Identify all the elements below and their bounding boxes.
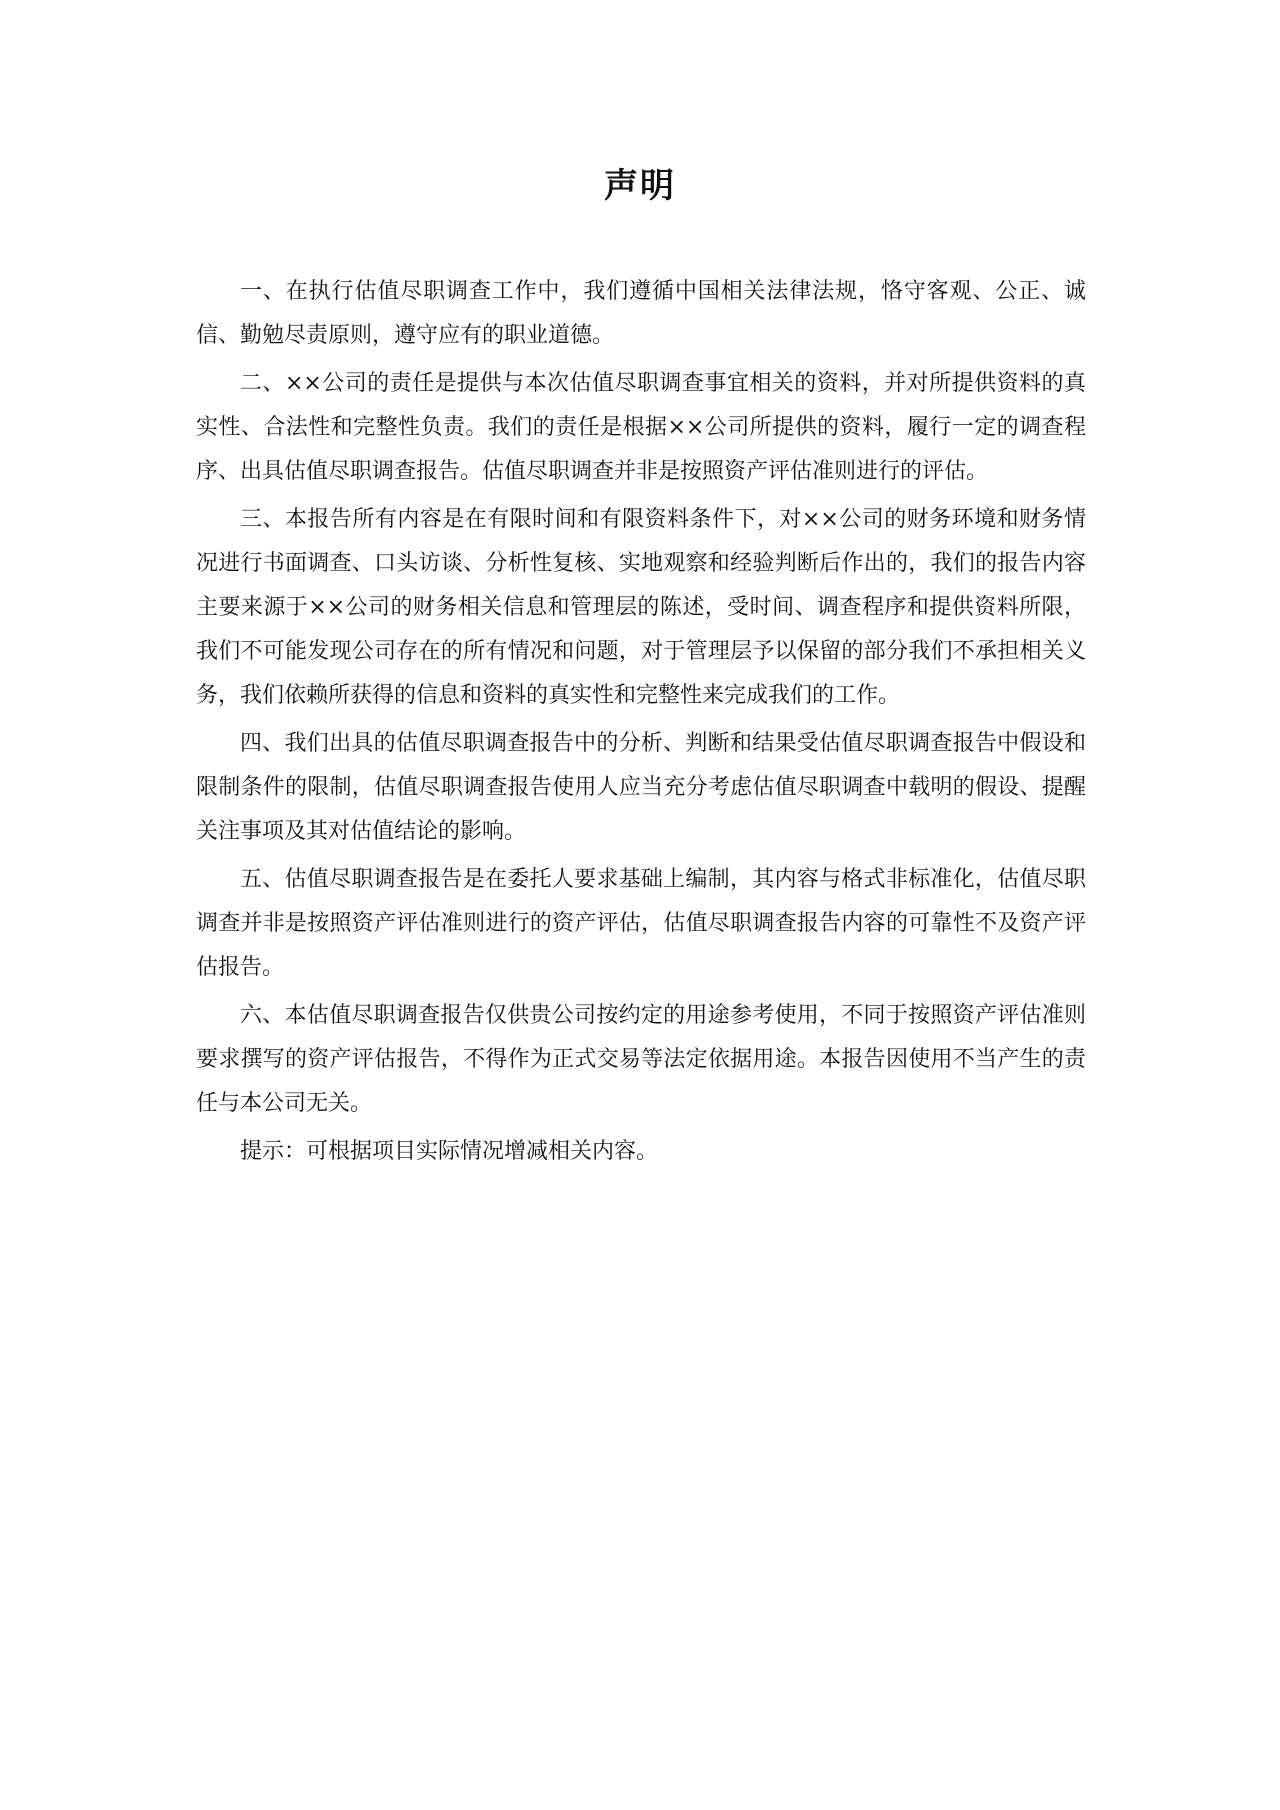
statement-body <box>196 270 1086 1174</box>
hint-note: 提示：可根据项目实际情况增减相关内容。 <box>240 1139 659 1164</box>
page-title: 声明 <box>604 166 676 206</box>
statement-paragraph-1: 一、在执行估值尽职调查工作中，我们遵循中国相关法律法规，恪守客观、公正、诚信、勤勉尽责原则，遵守应有的职业道德。 <box>196 279 1086 348</box>
statement-paragraph-2: 二、××公司的责任是提供与本次估值尽职调查事宜相关的资料，并对所提供资料的真实性、合法性和完整性负责。我们的责任是根据××公司所提供的资料，履行一定的调查程序、出具估值尽职调查报告。估值尽职调查并非是按照资产评估准则进行的评估。 <box>196 371 1086 484</box>
statement-paragraph-4: 四、我们出具的估值尽职调查报告中的分析、判断和结果受估值尽职调查报告中假设和限制条件的限制，估值尽职调查报告使用人应当充分考虑估值尽职调查中载明的假设、提醒关注事项及其对估值结论的影响。 <box>196 731 1086 844</box>
statement-paragraph-3: 三、本报告所有内容是在有限时间和有限资料条件下，对××公司的财务环境和财务情况进行书面调查、口头访谈、分析性复核、实地观察和经验判断后作出的，我们的报告内容主要来源于××公司的财务相关信息和管理层的陈述，受时间、调查程序和提供资料所限，我们不可能发现公司存在的所有情况和问题，对于管理层予以保留的部分我们不承担相关义务，我们依赖所获得的信息和资料的真实性和完整性来完成我们的工作。 <box>196 507 1086 708</box>
statement-paragraph-5: 五、估值尽职调查报告是在委托人要求基础上编制，其内容与格式非标准化，估值尽职调查并非是按照资产评估准则进行的资产评估，估值尽职调查报告内容的可靠性不及资产评估报告。 <box>196 867 1086 980</box>
statement-paragraph-6: 六、本估值尽职调查报告仅供贵公司按约定的用途参考使用，不同于按照资产评估准则要求撰写的资产评估报告，不得作为正式交易等法定依据用途。本报告因使用不当产生的责任与本公司无关。 <box>196 1003 1086 1116</box>
